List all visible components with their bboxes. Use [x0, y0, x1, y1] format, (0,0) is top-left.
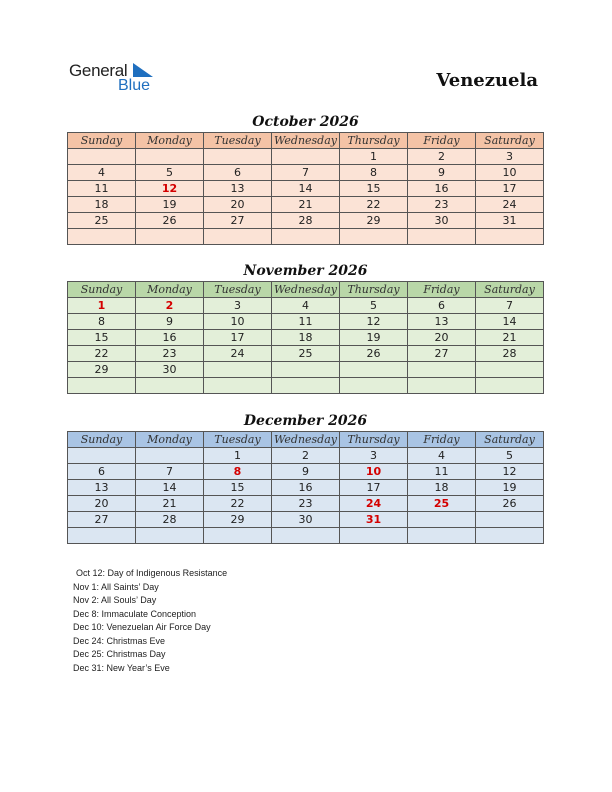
day-cell: 1 — [340, 149, 408, 165]
empty-day-cell — [68, 378, 136, 394]
week-row — [68, 362, 544, 378]
week-row — [68, 213, 544, 229]
day-cell: 24 — [340, 496, 408, 512]
day-cell: 14 — [272, 181, 340, 197]
week-row — [68, 448, 544, 464]
day-cell: 30 — [408, 213, 476, 229]
day-cell: 4 — [68, 165, 136, 181]
weekday-header-row — [68, 432, 544, 448]
empty-day-cell — [136, 528, 204, 544]
empty-day-cell — [204, 378, 272, 394]
day-cell: 11 — [68, 181, 136, 197]
day-cell: 30 — [136, 362, 204, 378]
logo-text-blue: Blue — [118, 77, 151, 94]
day-cell: 9 — [136, 314, 204, 330]
day-cell: 26 — [340, 346, 408, 362]
month-calendar-table — [67, 281, 544, 394]
empty-day-cell — [408, 362, 476, 378]
day-cell: 10 — [476, 165, 544, 181]
empty-day-cell — [68, 448, 136, 464]
week-row — [68, 181, 544, 197]
day-cell: 25 — [272, 346, 340, 362]
day-cell: 8 — [204, 464, 272, 480]
empty-day-cell — [136, 149, 204, 165]
day-cell: 14 — [136, 480, 204, 496]
day-cell: 6 — [204, 165, 272, 181]
holiday-item: Dec 8: Immaculate Conception — [73, 608, 197, 619]
day-cell: 1 — [68, 298, 136, 314]
empty-day-cell — [68, 229, 136, 245]
day-cell: 14 — [476, 314, 544, 330]
empty-day-cell — [476, 528, 544, 544]
weekday-header: Friday — [408, 432, 476, 448]
day-cell: 29 — [68, 362, 136, 378]
empty-day-cell — [204, 362, 272, 378]
day-cell: 15 — [68, 330, 136, 346]
day-cell: 26 — [476, 496, 544, 512]
day-cell: 19 — [340, 330, 408, 346]
day-cell: 11 — [272, 314, 340, 330]
day-cell: 18 — [408, 480, 476, 496]
weekday-header: Tuesday — [204, 432, 272, 448]
day-cell: 17 — [340, 480, 408, 496]
day-cell: 31 — [340, 512, 408, 528]
day-cell: 29 — [340, 213, 408, 229]
month-calendar-table — [67, 431, 544, 544]
day-cell: 19 — [476, 480, 544, 496]
day-cell: 7 — [136, 464, 204, 480]
weekday-header: Monday — [136, 432, 204, 448]
week-row — [68, 496, 544, 512]
day-cell: 2 — [272, 448, 340, 464]
logo-triangle-icon — [133, 63, 153, 77]
day-cell: 22 — [204, 496, 272, 512]
day-cell: 20 — [204, 197, 272, 213]
day-cell: 9 — [272, 464, 340, 480]
day-cell: 3 — [340, 448, 408, 464]
empty-day-cell — [136, 448, 204, 464]
logo-text-general: General — [69, 61, 128, 80]
week-row — [68, 330, 544, 346]
day-cell: 27 — [68, 512, 136, 528]
month-title: December 2026 — [243, 413, 368, 429]
day-cell: 6 — [408, 298, 476, 314]
day-cell: 1 — [204, 448, 272, 464]
day-cell: 17 — [476, 181, 544, 197]
day-cell: 8 — [68, 314, 136, 330]
week-row — [68, 197, 544, 213]
day-cell: 25 — [408, 496, 476, 512]
day-cell: 5 — [476, 448, 544, 464]
weekday-header: Friday — [408, 133, 476, 149]
day-cell: 27 — [408, 346, 476, 362]
month-october — [67, 112, 544, 245]
weekday-header: Monday — [136, 282, 204, 298]
day-cell: 9 — [408, 165, 476, 181]
day-cell: 8 — [340, 165, 408, 181]
weekday-header: Saturday — [476, 282, 544, 298]
day-cell: 12 — [136, 181, 204, 197]
empty-day-cell — [408, 378, 476, 394]
day-cell: 15 — [204, 480, 272, 496]
day-cell: 18 — [68, 197, 136, 213]
day-cell: 2 — [408, 149, 476, 165]
week-row — [68, 149, 544, 165]
day-cell: 18 — [272, 330, 340, 346]
empty-day-cell — [272, 528, 340, 544]
day-cell: 13 — [204, 181, 272, 197]
empty-day-cell — [408, 512, 476, 528]
weekday-header: Saturday — [476, 432, 544, 448]
day-cell: 19 — [136, 197, 204, 213]
empty-day-cell — [408, 229, 476, 245]
day-cell: 27 — [204, 213, 272, 229]
empty-day-cell — [272, 362, 340, 378]
empty-day-cell — [340, 229, 408, 245]
day-cell: 30 — [272, 512, 340, 528]
day-cell: 23 — [136, 346, 204, 362]
day-cell: 12 — [340, 314, 408, 330]
empty-day-cell — [204, 149, 272, 165]
holiday-list — [73, 567, 227, 675]
month-title: October 2026 — [252, 114, 359, 130]
weekday-header: Saturday — [476, 133, 544, 149]
day-cell: 26 — [136, 213, 204, 229]
weekday-header: Friday — [408, 282, 476, 298]
generalblue-logo — [69, 61, 159, 97]
week-row — [68, 512, 544, 528]
empty-day-cell — [340, 362, 408, 378]
day-cell: 13 — [68, 480, 136, 496]
weekday-header: Wednesday — [272, 432, 340, 448]
weekday-header: Sunday — [68, 282, 136, 298]
empty-day-cell — [476, 362, 544, 378]
month-calendar-table — [67, 132, 544, 245]
empty-day-cell — [408, 528, 476, 544]
day-cell: 16 — [272, 480, 340, 496]
day-cell: 20 — [408, 330, 476, 346]
week-row — [68, 229, 544, 245]
day-cell: 24 — [476, 197, 544, 213]
weekday-header: Monday — [136, 133, 204, 149]
holiday-item: Nov 2: All Souls’ Day — [73, 595, 157, 605]
day-cell: 29 — [204, 512, 272, 528]
week-row — [68, 298, 544, 314]
empty-day-cell — [204, 229, 272, 245]
weekday-header: Wednesday — [272, 133, 340, 149]
weekday-header: Tuesday — [204, 282, 272, 298]
empty-day-cell — [272, 149, 340, 165]
day-cell: 6 — [68, 464, 136, 480]
day-cell: 13 — [408, 314, 476, 330]
week-row — [68, 480, 544, 496]
day-cell: 2 — [136, 298, 204, 314]
month-title: November 2026 — [243, 263, 368, 279]
day-cell: 10 — [204, 314, 272, 330]
empty-day-cell — [136, 378, 204, 394]
holiday-item: Dec 31: New Year’s Eve — [73, 662, 170, 673]
day-cell: 15 — [340, 181, 408, 197]
empty-day-cell — [340, 378, 408, 394]
day-cell: 5 — [340, 298, 408, 314]
day-cell: 16 — [136, 330, 204, 346]
holiday-item: Oct 12: Day of Indigenous Resistance — [76, 568, 228, 578]
day-cell: 21 — [272, 197, 340, 213]
day-cell: 28 — [136, 512, 204, 528]
holiday-item: Dec 10: Venezuelan Air Force Day — [73, 622, 211, 632]
day-cell: 17 — [204, 330, 272, 346]
day-cell: 21 — [476, 330, 544, 346]
empty-day-cell — [476, 378, 544, 394]
day-cell: 4 — [272, 298, 340, 314]
day-cell: 12 — [476, 464, 544, 480]
week-row — [68, 165, 544, 181]
day-cell: 11 — [408, 464, 476, 480]
day-cell: 21 — [136, 496, 204, 512]
empty-day-cell — [136, 229, 204, 245]
week-row — [68, 464, 544, 480]
day-cell: 5 — [136, 165, 204, 181]
day-cell: 7 — [272, 165, 340, 181]
empty-day-cell — [340, 528, 408, 544]
month-november — [67, 261, 544, 394]
empty-day-cell — [68, 149, 136, 165]
day-cell: 28 — [272, 213, 340, 229]
day-cell: 23 — [408, 197, 476, 213]
day-cell: 20 — [68, 496, 136, 512]
day-cell: 10 — [340, 464, 408, 480]
weekday-header: Thursday — [340, 133, 408, 149]
week-row — [68, 346, 544, 362]
weekday-header: Sunday — [68, 133, 136, 149]
day-cell: 23 — [272, 496, 340, 512]
week-row — [68, 314, 544, 330]
empty-day-cell — [476, 512, 544, 528]
week-row — [68, 528, 544, 544]
day-cell: 22 — [340, 197, 408, 213]
empty-day-cell — [68, 528, 136, 544]
month-december — [67, 411, 544, 544]
day-cell: 28 — [476, 346, 544, 362]
day-cell: 25 — [68, 213, 136, 229]
day-cell: 22 — [68, 346, 136, 362]
weekday-header: Tuesday — [204, 133, 272, 149]
day-cell: 16 — [408, 181, 476, 197]
empty-day-cell — [204, 528, 272, 544]
day-cell: 31 — [476, 213, 544, 229]
day-cell: 3 — [476, 149, 544, 165]
empty-day-cell — [476, 229, 544, 245]
day-cell: 7 — [476, 298, 544, 314]
day-cell: 3 — [204, 298, 272, 314]
holiday-item: Nov 1: All Saints’ Day — [73, 581, 159, 592]
week-row — [68, 378, 544, 394]
weekday-header: Sunday — [68, 432, 136, 448]
weekday-header: Thursday — [340, 282, 408, 298]
holiday-item: Dec 24: Christmas Eve — [73, 635, 166, 646]
weekday-header-row — [68, 282, 544, 298]
day-cell: 4 — [408, 448, 476, 464]
empty-day-cell — [272, 229, 340, 245]
empty-day-cell — [272, 378, 340, 394]
weekday-header: Wednesday — [272, 282, 340, 298]
weekday-header-row — [68, 133, 544, 149]
holiday-item: Dec 25: Christmas Day — [73, 649, 166, 659]
day-cell: 24 — [204, 346, 272, 362]
country-title: Venezuela — [436, 70, 538, 91]
weekday-header: Thursday — [340, 432, 408, 448]
